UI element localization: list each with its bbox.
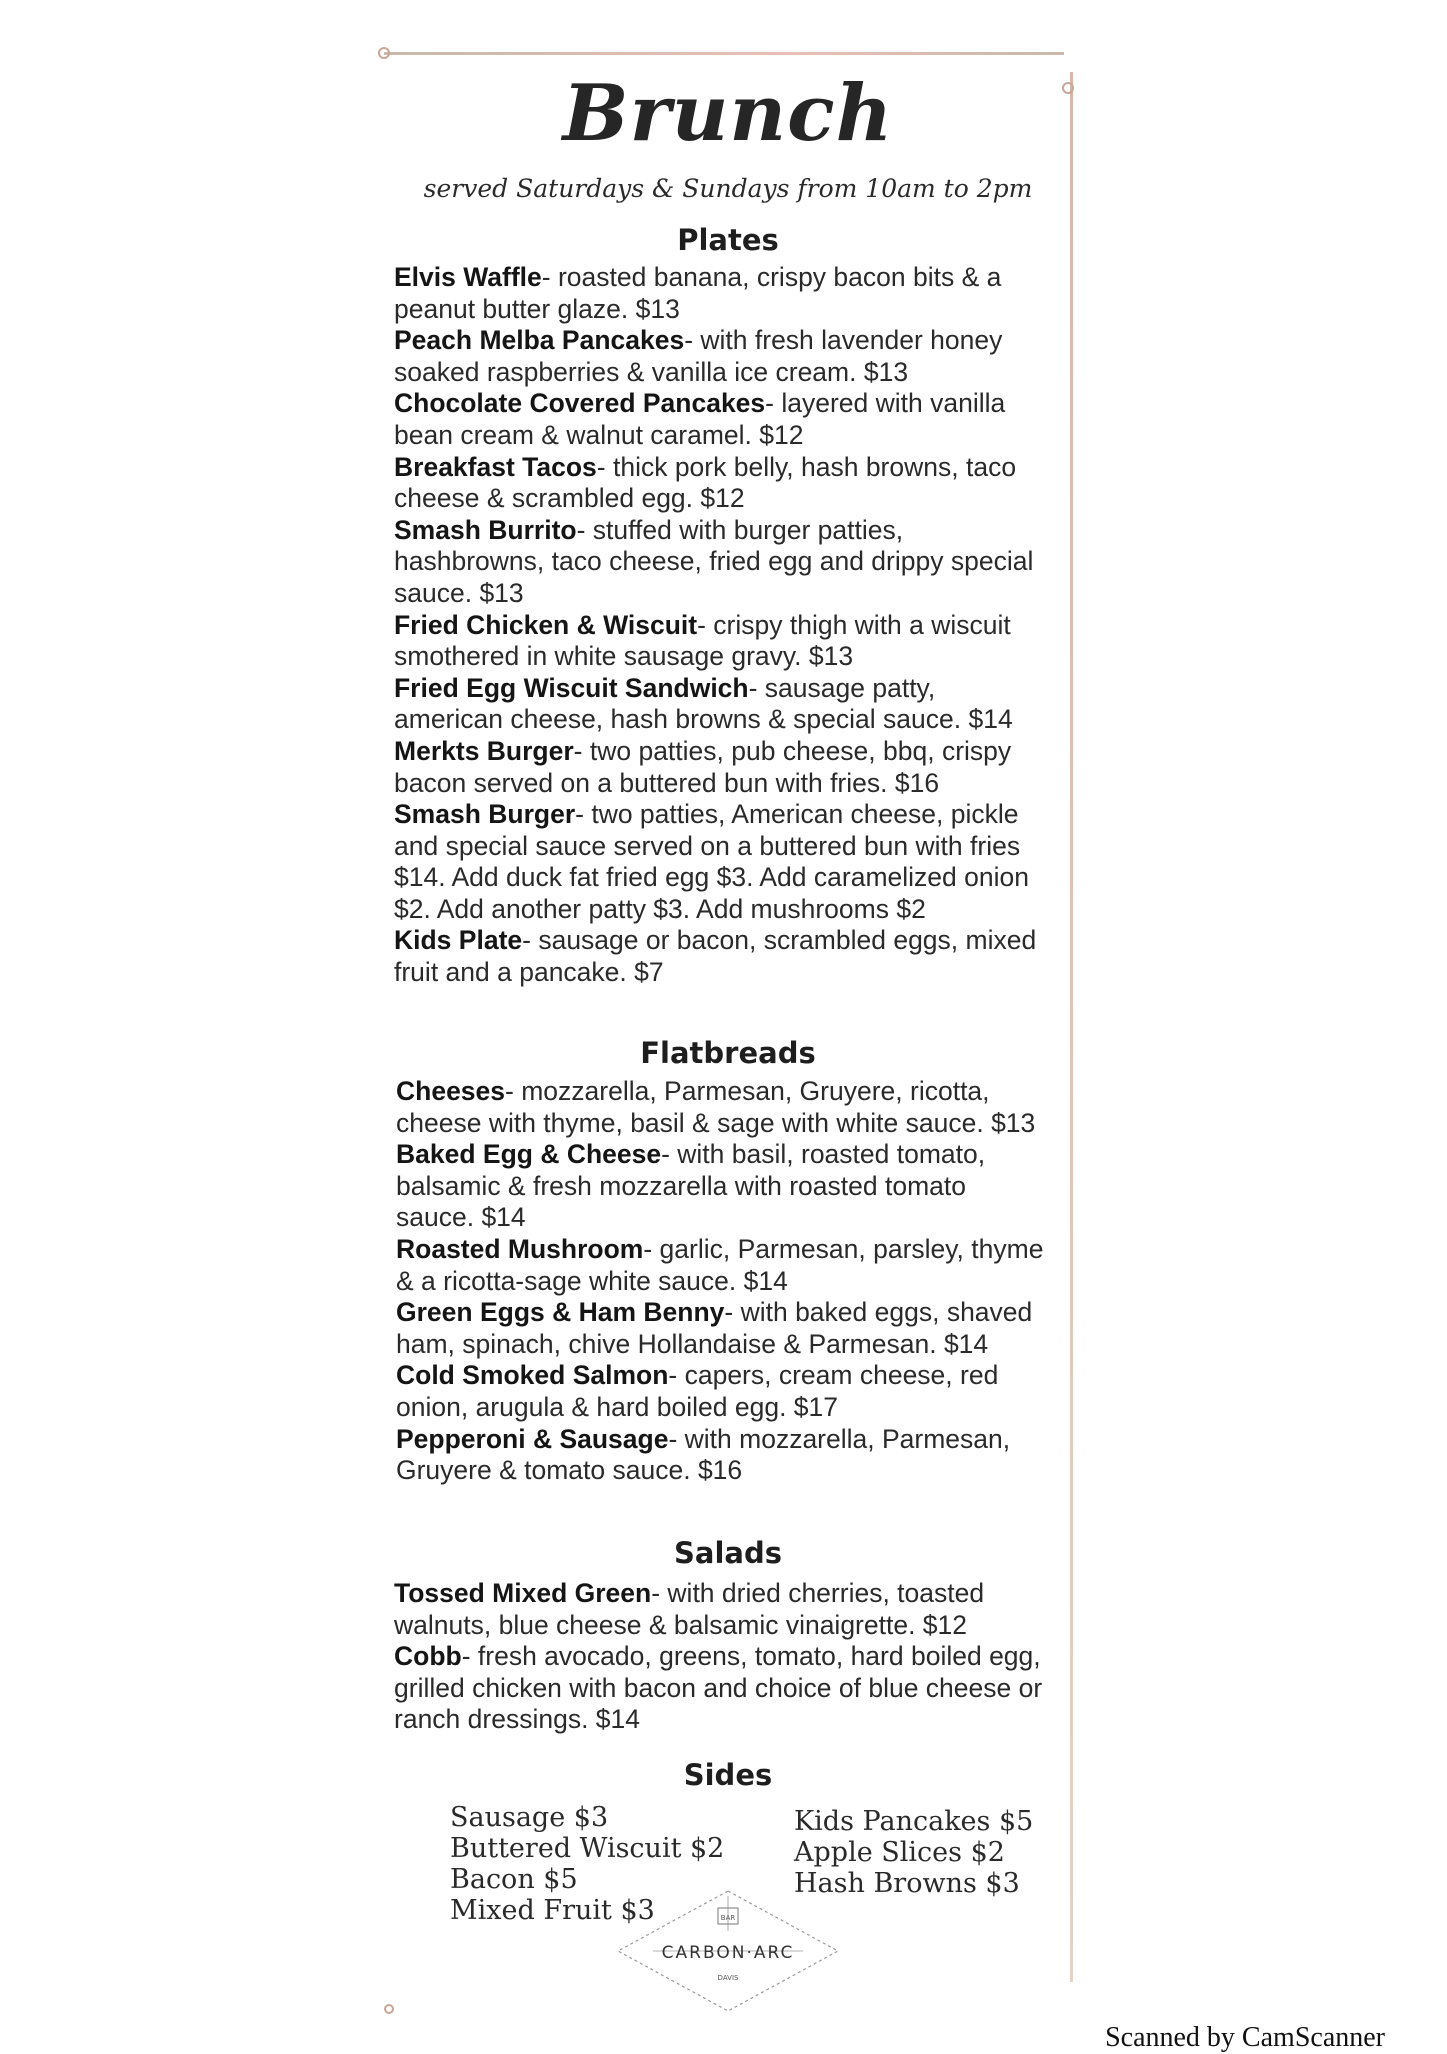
menu-item xyxy=(396,1424,1046,1487)
menu-item-name: Cheeses xyxy=(396,1076,506,1106)
menu-item-name: Elvis Waffle xyxy=(394,262,542,292)
section-heading-plates: Plates xyxy=(677,223,779,257)
side-item: Apple Slices $2 xyxy=(794,1837,1005,1868)
scanner-watermark: Scanned by CamScanner xyxy=(1105,2022,1385,2053)
menu-item-name: Fried Chicken & Wiscuit xyxy=(394,609,698,640)
menu-item-name: Breakfast Tacos xyxy=(394,451,597,482)
menu-item-name: Tossed Mixed Green xyxy=(394,1578,652,1608)
menu-item xyxy=(394,799,1044,925)
menu-item-name: Pepperoni & Sausage xyxy=(396,1423,669,1454)
section-heading-sides: Sides xyxy=(683,1758,773,1792)
menu-item xyxy=(394,325,1044,388)
menu-item xyxy=(394,925,1044,988)
logo-small-bottom-text: DAVIS xyxy=(717,1974,739,1982)
menu-item xyxy=(394,1641,1044,1736)
menu-item-description: - with fresh lavender honey soaked raspberries & vanilla ice cream. $13 xyxy=(394,325,1003,387)
menu-top-border xyxy=(384,52,1064,55)
menu-item-description: - garlic, Parmesan, parsley, thyme & a ricotta-sage white sauce. $14 xyxy=(396,1233,1044,1296)
side-item: Mixed Fruit $3 xyxy=(450,1895,655,1926)
menu-item-description: - with basil, roasted tomato, balsamic & fresh mozzarella with roasted tomato sauce. $14 xyxy=(396,1139,986,1233)
menu-item-description: - thick pork belly, hash browns, taco cheese & scrambled egg. $12 xyxy=(394,451,1017,514)
menu-item xyxy=(394,1578,1044,1641)
menu-item-description: - sausage or bacon, scrambled eggs, mixed fruit and a pancake. $7 xyxy=(394,925,1037,988)
menu-item-description: - fresh avocado, greens, tomato, hard boiled egg, grilled chicken with bacon and choice of blue cheese or ranch dressings. $14 xyxy=(394,1641,1043,1735)
menu-item-name: Peach Melba Pancakes xyxy=(394,325,685,356)
menu-item xyxy=(394,673,1044,736)
menu-item-name: Cobb xyxy=(394,1641,462,1672)
side-item: Bacon $5 xyxy=(450,1864,578,1895)
menu-item xyxy=(394,515,1044,610)
menu-item-description: - two patties, American cheese, pickle and special sauce served on a buttered bun with fries $14. Add duck fat fried egg $3. Add caramelized onion $2. Add another patty $3. Add mushrooms $2 xyxy=(394,799,1029,924)
side-item: Sausage $3 xyxy=(450,1802,609,1833)
menu-item-name: Merkts Burger xyxy=(394,735,574,766)
flatbreads-list xyxy=(396,1076,1046,1487)
menu-item-name: Green Eggs & Ham Benny xyxy=(396,1297,725,1328)
menu-right-border xyxy=(1070,72,1073,1982)
menu-card xyxy=(378,46,1078,2004)
side-item: Kids Pancakes $5 xyxy=(794,1806,1034,1837)
menu-item-name: Smash Burger xyxy=(394,799,576,830)
menu-item xyxy=(394,610,1044,673)
logo-small-top-text: BAR xyxy=(720,1914,736,1922)
corner-ornament-bottom-left xyxy=(384,2004,394,2014)
menu-item-name: Roasted Mushroom xyxy=(396,1233,644,1264)
logo-name-text: CARBON·ARC xyxy=(661,1943,795,1963)
menu-item xyxy=(394,262,1044,325)
menu-title: Brunch xyxy=(562,68,894,159)
menu-subtitle: served Saturdays & Sundays from 10am to 2pm xyxy=(423,174,1033,203)
menu-item-name: Fried Egg Wiscuit Sandwich xyxy=(394,672,749,703)
side-item: Buttered Wiscuit $2 xyxy=(450,1833,725,1864)
section-heading-salads: Salads xyxy=(674,1536,782,1570)
menu-item-description: - with mozzarella, Parmesan, Gruyere & tomato sauce. $16 xyxy=(396,1423,1011,1486)
menu-item-name: Baked Egg & Cheese xyxy=(396,1139,662,1170)
menu-item xyxy=(394,388,1044,451)
menu-item xyxy=(396,1076,1046,1139)
menu-item-name: Kids Plate xyxy=(394,925,523,956)
menu-item-name: Smash Burrito xyxy=(394,514,577,545)
menu-item xyxy=(396,1139,1046,1234)
menu-item xyxy=(394,452,1044,515)
menu-item xyxy=(396,1297,1046,1360)
salads-list xyxy=(394,1578,1044,1736)
menu-item-description: - sausage patty, american cheese, hash browns & special sauce. $14 xyxy=(394,672,1013,735)
menu-item-description: - with dried cherries, toasted walnuts, blue cheese & balsamic vinaigrette. $12 xyxy=(394,1578,985,1640)
menu-item xyxy=(394,736,1044,799)
menu-item xyxy=(396,1234,1046,1297)
carbon-arc-logo xyxy=(608,1886,848,2016)
menu-item-description: - crispy thigh with a wiscuit smothered in white sausage gravy. $13 xyxy=(394,609,1011,672)
menu-item-description: - layered with vanilla bean cream & walnut caramel. $12 xyxy=(394,388,1006,450)
menu-item-description: - with baked eggs, shaved ham, spinach, chive Hollandaise & Parmesan. $14 xyxy=(396,1297,1033,1359)
menu-item-description: - stuffed with burger patties, hashbrowns, taco cheese, fried egg and drippy special sauce. $13 xyxy=(394,514,1034,608)
section-heading-flatbreads: Flatbreads xyxy=(640,1036,816,1070)
menu-item-name: Cold Smoked Salmon xyxy=(396,1360,669,1391)
menu-item xyxy=(396,1360,1046,1423)
menu-item-description: - two patties, pub cheese, bbq, crispy bacon served on a buttered bun with fries. $16 xyxy=(394,735,1012,798)
menu-item-description: - mozzarella, Parmesan, Gruyere, ricotta, cheese with thyme, basil & sage with white sauce. $13 xyxy=(396,1076,1036,1138)
plates-list xyxy=(394,262,1044,989)
corner-ornament-top-left xyxy=(378,47,390,59)
menu-item-name: Chocolate Covered Pancakes xyxy=(394,388,766,419)
side-item: Hash Browns $3 xyxy=(794,1868,1020,1899)
menu-item-description: - roasted banana, crispy bacon bits & a peanut butter glaze. $13 xyxy=(394,262,1002,324)
menu-item-description: - capers, cream cheese, red onion, arugula & hard boiled egg. $17 xyxy=(396,1360,999,1422)
